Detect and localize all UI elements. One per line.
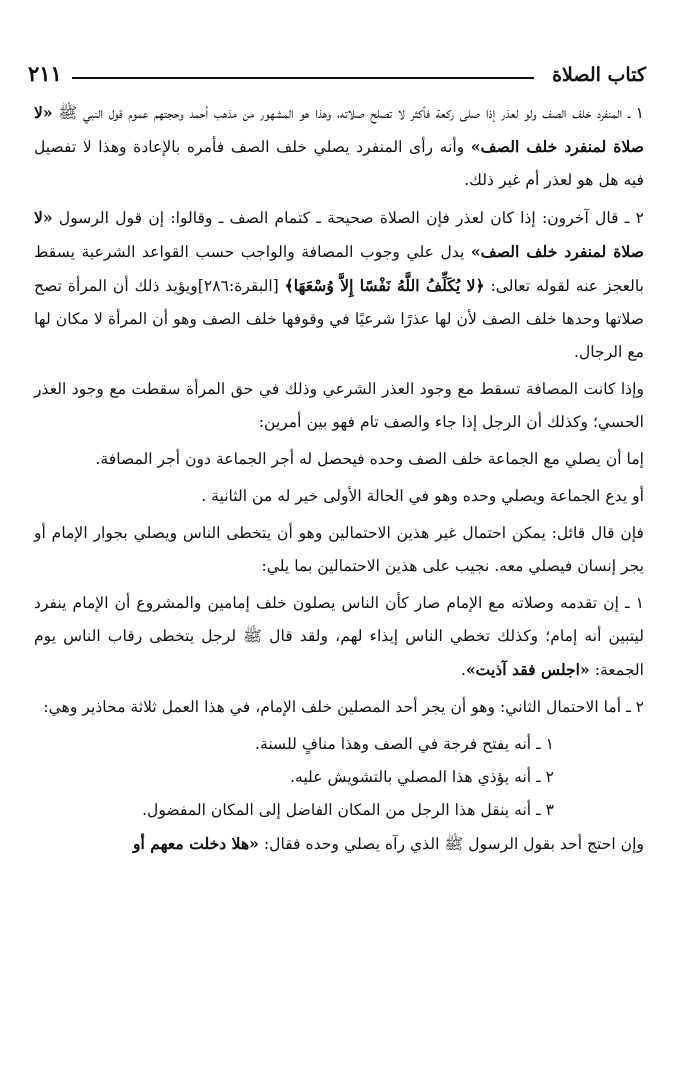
paragraph — [34, 480, 644, 513]
page-header — [28, 56, 646, 86]
text-run: ٣ ـ أنه ينقل هذا الرجل من المكان الفاضل إلى المكان المفضول. — [142, 801, 554, 819]
text-run: ٢ ـ أنه يؤذي هذا المصلي بالتشويش عليه. — [290, 768, 554, 786]
text-run: وإن احتج أحد بقول الرسول ﷺ الذي رآه يصلي وحده فقال: — [258, 835, 644, 853]
page-body — [34, 96, 644, 865]
text-run: وإذا كانت المصافة تسقط مع وجود العذر الشرعي وذلك في حق المرأة سقطت مع وجود العذر الحسي؛ وكذلك أن الرجل إذا جاء والصف تام فهو بين أمرين: — [34, 380, 644, 431]
paragraph — [34, 827, 644, 861]
text-run: . — [460, 661, 466, 679]
bold-quote: «لا صلاة لمنفرد خلف الصف» — [34, 208, 644, 261]
text-run: فإن قال قائل: يمكن احتمال غير هذين الاحتمالين وهو أن يتخطى الناس ويصلي بجوار الإمام أو يجر إنسان فيصلي معه. نجيب على هذين الاحتمالين بما يلي: — [34, 524, 644, 575]
text-run: ٢ ـ قال آخرون: إذا كان لعذر فإن الصلاة صحيحة ـ كتمام الصف ـ وقالوا: إن قول الرسول — [52, 209, 644, 227]
list-item — [34, 794, 644, 827]
bold-quote: «هلا دخلت معهم أو — [133, 834, 259, 853]
paragraph — [34, 691, 644, 724]
header-rule — [72, 77, 534, 79]
text-run: ١ ـ إن تقدمه وصلاته مع الإمام صار كأن الناس يصلون خلف إمامين والمشروع أن الإمام ينفرد ليتبين أنه إمام؛ وكذلك تخطي الناس إيذاء لهم، ولقد قال ﷺ لرجل يتخطى رقاب الناس يوم الجمعة: — [34, 594, 644, 679]
paragraph — [34, 373, 644, 439]
bold-quote: «اجلس فقد آذيت» — [465, 660, 590, 679]
bold-quote: ﴿لا يُكَلِّفُ اللَّهُ نَفْسًا إِلاَّ وُسْعَهَا﴾ — [284, 276, 485, 295]
list-item — [34, 728, 644, 761]
paragraph — [34, 201, 644, 369]
list-item — [34, 761, 644, 794]
paragraph — [34, 587, 644, 687]
text-run: أو يدع الجماعة ويصلي وحده وهو في الحالة الأولى خير له من الثانية . — [201, 487, 644, 505]
running-title: كتاب الصلاة — [552, 64, 646, 86]
text-run: يدل علي وجوب المصافة والواجب حسب القواعد الشرعية يسقط بالعجز عنه لقوله تعالى: — [34, 243, 645, 295]
paragraph — [34, 96, 644, 197]
text-run: [البقرة:٢٨٦]ويؤيد ذلك أن المرأة تصح صلاتها وحدها خلف الصف لأن لها عذرًا شرعيًا في وقوفها خلف الصف وهو أن المرأة لا مكان لها مع الرجال. — [34, 277, 644, 361]
text-run: ٢ ـ أما الاحتمال الثاني: وهو أن يجر أحد المصلين خلف الإمام، في هذا العمل ثلاثة محاذير وهي: — [43, 698, 644, 716]
text-run: وأنه رأى المنفرد يصلي خلف الصف فأمره بالإعادة وهذا لا تفصيل فيه هل هو لعذر أم غير ذلك. — [34, 138, 644, 189]
paragraph — [34, 517, 644, 583]
text-run: إما أن يصلي مع الجماعة خلف الصف وحده فيحصل له أجر الجماعة دون أجر المصافة. — [95, 450, 644, 468]
text-run: ١ ـ أنه يفتح فرجة في الصف وهذا منافٍ للسنة. — [255, 735, 554, 753]
paragraph — [34, 443, 644, 476]
bold-quote: «لا صلاة لمنفرد خلف الصف» — [34, 103, 644, 156]
text-run: ١ ـ المنفرد خلف الصف ولو لعذر إذا صلى ركعة فأكثر لا تصلح صلاته، وهذا هو المشهور من مذهب أحمد وحجتهم عموم قول النبي ﷺ — [52, 104, 644, 122]
page-number: ٢١١ — [28, 61, 62, 86]
